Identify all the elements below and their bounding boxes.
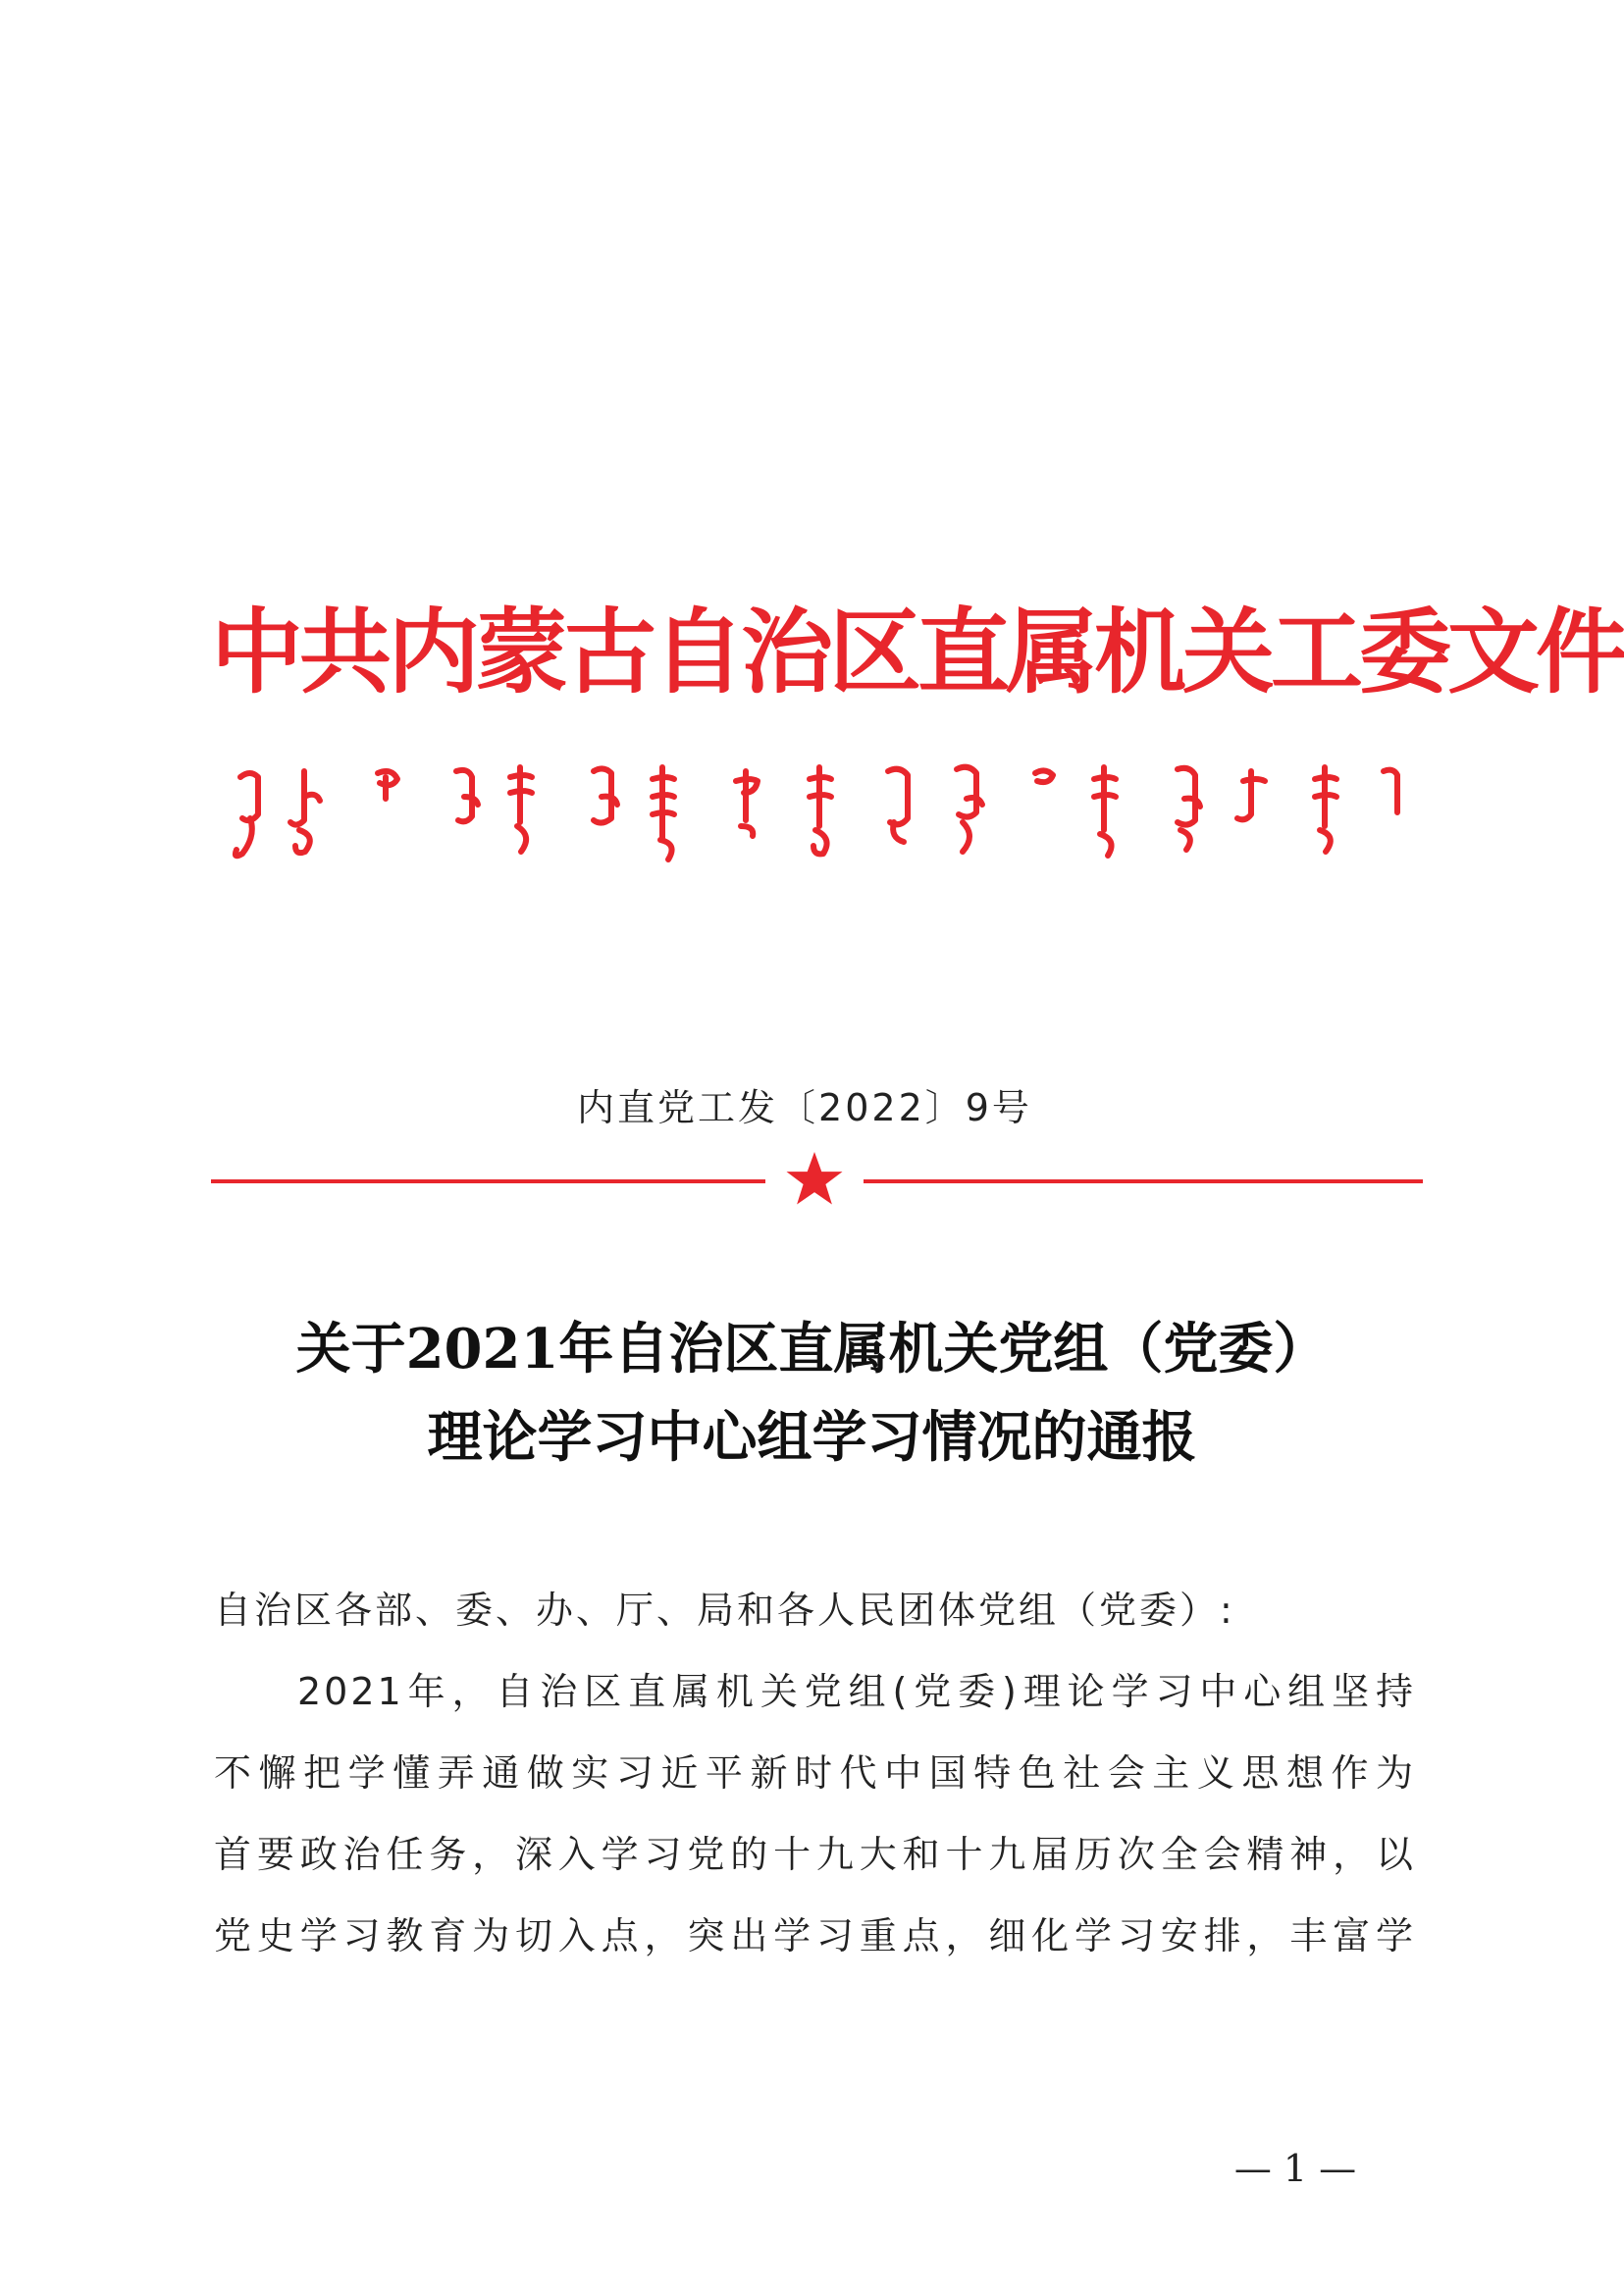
masthead-title: 中共内蒙古自治区直属机关工委文件 <box>211 599 1624 706</box>
title-line-2: 理论学习中心组学习情况的通报 <box>427 1405 1197 1470</box>
mongolian-script-masthead <box>221 757 1403 867</box>
salutation: 自治区各部、委、办、厅、局和各人民团体党组（党委）: <box>214 1589 1235 1632</box>
document-title <box>211 1305 1413 1482</box>
red-divider-right <box>864 1179 1423 1183</box>
paragraph-line-1: 2021年，自治区直属机关党组(党委)理论学习中心组坚持 <box>297 1670 1416 1713</box>
title-line-1: 关于2021年自治区直属机关党组（党委） <box>295 1317 1329 1382</box>
document-body <box>214 1570 1416 1977</box>
red-divider-left <box>211 1179 765 1183</box>
mongolian-script-graphic <box>221 757 1403 867</box>
page-number: — 1 — <box>1233 2147 1357 2190</box>
paragraph-line-3: 首要政治任务，深入学习党的十九大和十九届历次全会精神，以 <box>214 1833 1416 1876</box>
document-number: 内直党工发〔2022〕9号 <box>577 1086 1032 1129</box>
paragraph-line-4: 党史学习教育为切入点，突出学习重点，细化学习安排，丰富学 <box>214 1914 1416 1957</box>
paragraph-line-2: 不懈把学懂弄通做实习近平新时代中国特色社会主义思想作为 <box>214 1751 1416 1795</box>
red-star-icon <box>784 1150 845 1209</box>
